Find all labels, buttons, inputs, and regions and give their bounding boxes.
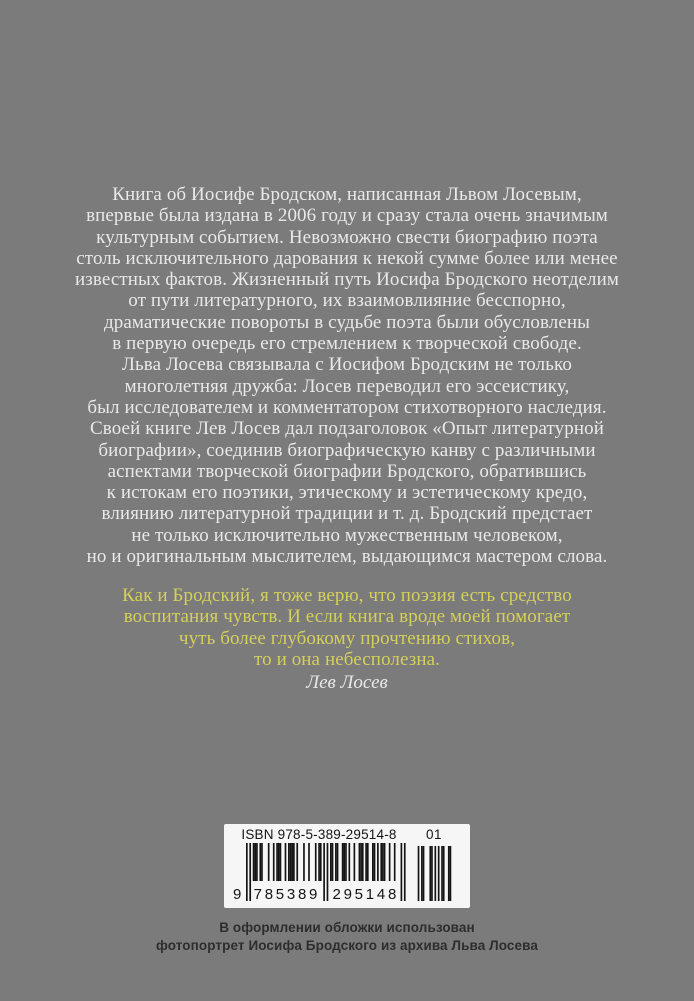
annotation-line: Льва Лосева связывала с Иосифом Бродским не только	[122, 354, 572, 376]
quote-line: Как и Бродский, я тоже верю, что поэзия есть средство	[122, 585, 572, 606]
photo-credit	[0, 919, 694, 955]
annotation-line: аспектами творческой биографии Бродского, обратившись	[107, 460, 587, 482]
annotation-line: известных фактов. Жизненный путь Иосифа Бродского неотделим	[75, 269, 619, 291]
addon-code: 01	[425, 827, 443, 842]
annotation-line: многолетняя дружба: Лосев переводил его эссеистику,	[124, 375, 570, 397]
author-quote	[0, 585, 694, 671]
annotation-line: но и оригинальным мыслителем, выдающимся мастером слова.	[86, 546, 608, 568]
annotation-line: биографии», соединив биографическую канву с различными	[98, 439, 596, 461]
addon-block	[416, 828, 452, 901]
annotation-line: влиянию литературной традиции и т. д. Бродский предстает	[101, 503, 593, 525]
isbn-number: ISBN 978-5-389-29514-8	[241, 827, 397, 842]
svg-text:9: 9	[232, 886, 241, 901]
isbn-barcode-panel	[224, 824, 470, 908]
ean13-barcode	[233, 842, 406, 901]
annotation-line: культурным событием. Невозможно свести биографию поэта	[96, 226, 598, 248]
annotation-line: впервые была издана в 2006 году и сразу стала очень значимым	[86, 205, 608, 227]
photo-credit-line: фотопортрет Иосифа Бродского из архива Льва Лосева	[156, 938, 538, 953]
annotation-line: Книга об Иосифе Бродском, написанная Львом Лосевым,	[112, 184, 582, 205]
quote-signature: Лев Лосев	[306, 672, 388, 693]
annotation-line: столь исключительного дарования к некой сумме более или менее	[76, 247, 618, 269]
svg-text:785389: 785389	[253, 886, 317, 901]
ean13-block	[231, 828, 407, 901]
annotation-line: драматические повороты в судьбе поэта были обусловлены	[103, 311, 591, 333]
annotation-line: от пути литературного, их взаимовлияние бесспорно,	[128, 290, 566, 312]
quote-line: то и она небесполезна.	[253, 649, 441, 671]
quote-line: чуть более глубокому прочтению стихов,	[178, 627, 516, 649]
annotation-text	[0, 184, 694, 567]
addon-barcode	[416, 842, 452, 901]
annotation-line: был исследователем и комментатором стихотворного наследия.	[87, 396, 607, 418]
quote-line: воспитания чувств. И если книга вроде моей помогает	[123, 606, 571, 628]
annotation-line: не только исключительно мужественным человеком,	[131, 524, 563, 546]
annotation-line: Своей книге Лев Лосев дал подзаголовок «Опыт литературной	[90, 418, 604, 440]
photo-credit-line: В оформлении обложки использован	[219, 920, 475, 935]
svg-text:295148: 295148	[332, 886, 396, 901]
annotation-line: к истокам его поэтики, этическому и эстетическому кредо,	[106, 482, 588, 504]
annotation-line: в первую очередь его стремлением к творческой свободе.	[112, 333, 582, 355]
